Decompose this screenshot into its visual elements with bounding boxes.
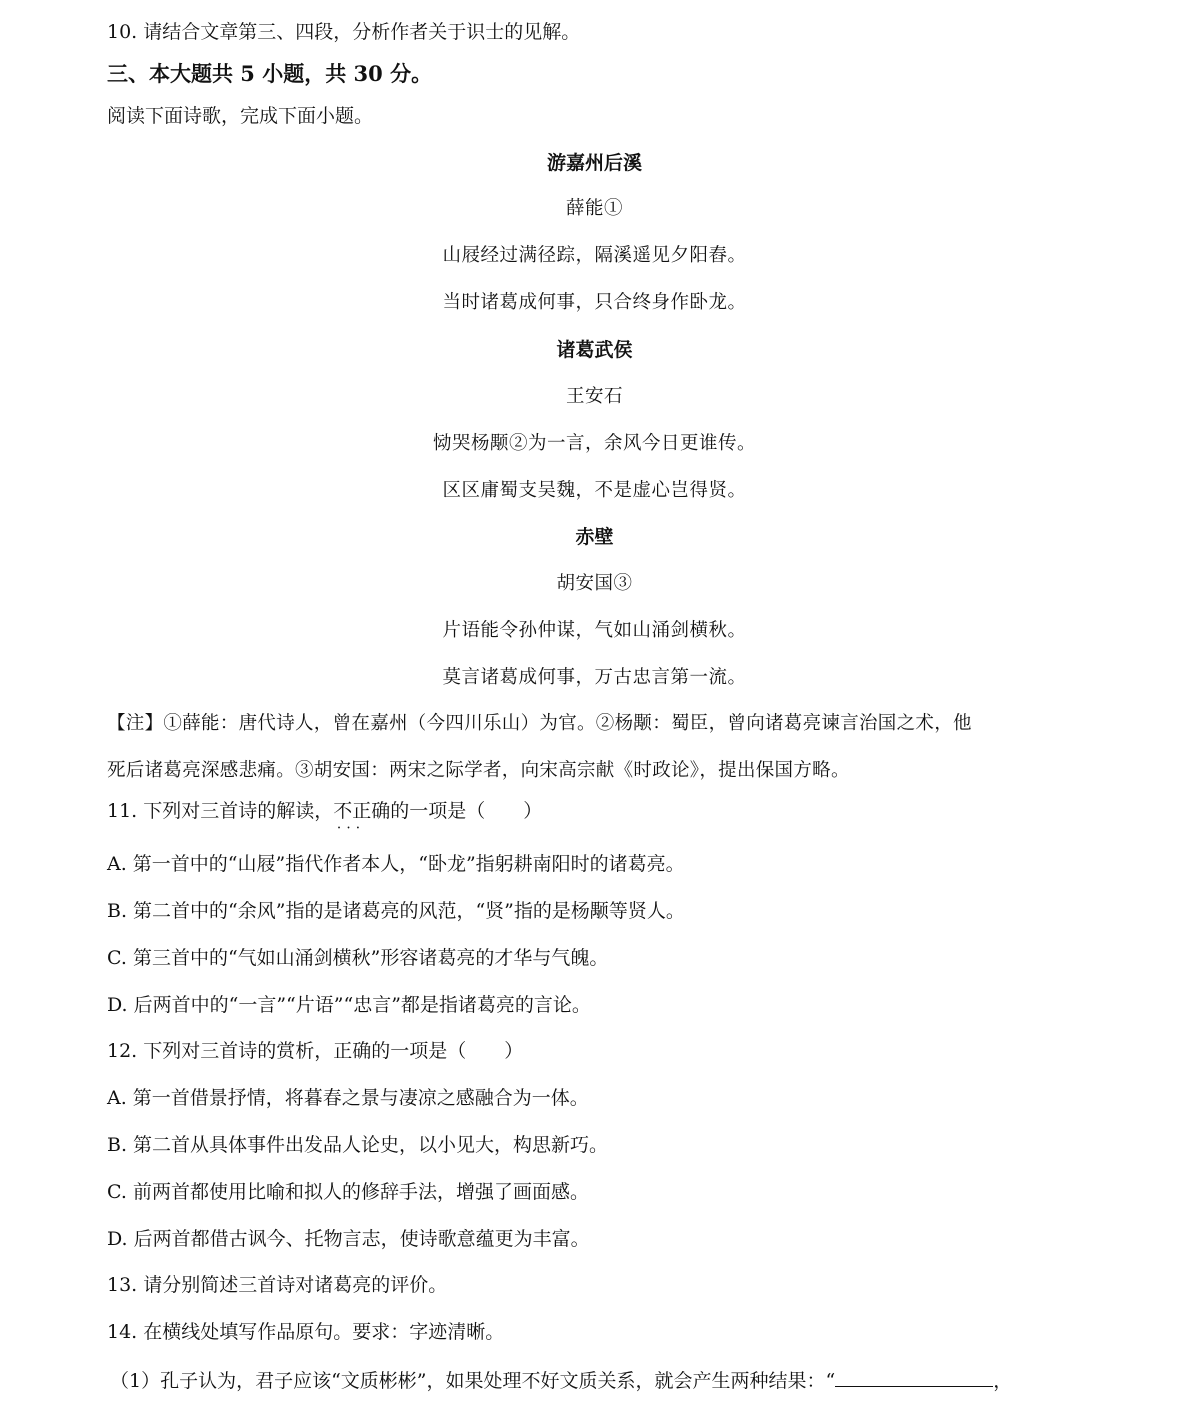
poem-2-line-1: 恸哭杨颙②为一言，余风今日更谁传。 bbox=[432, 433, 756, 454]
question-12-stem: 12. 下列对三首诗的赏析，正确的一项是（ ） bbox=[107, 1040, 524, 1062]
poem-1-author: 薛能① bbox=[565, 198, 623, 219]
poem-1-line-2: 当时诸葛成何事，只合终身作卧龙。 bbox=[442, 292, 747, 313]
question-12-option-c: C. 前两首都使用比喻和拟人的修辞手法，增强了画面感。 bbox=[107, 1181, 589, 1203]
question-10: 10. 请结合文章第三、四段，分析作者关于识士的见解。 bbox=[107, 21, 581, 43]
note-line-2: 死后诸葛亮深感悲痛。③胡安国：两宋之际学者，向宋高宗献《时政论》，提出保国方略。 bbox=[107, 760, 850, 781]
section-heading: 三、本大题共 5 小题，共 30 分。 bbox=[107, 61, 433, 86]
poem-2-author: 王安石 bbox=[565, 386, 623, 407]
note-line-1: 【注】①薛能：唐代诗人，曾在嘉州（今四川乐山）为官。②杨颙：蜀臣，曾向诸葛亮谏言治国之术，他 bbox=[107, 713, 972, 734]
question-14-item-1-text: （1）孔子认为，君子应该“文质彬彬”，如果处理不好文质关系，就会产生两种结果：“ bbox=[110, 1370, 836, 1392]
answer-blank[interactable] bbox=[835, 1368, 993, 1387]
question-14-item-1 bbox=[110, 1368, 1012, 1393]
question-14-stem: 14. 在横线处填写作品原句。要求：字迹清晰。 bbox=[107, 1321, 505, 1343]
question-11-stem-start: 11. 下列对三首诗的解读， bbox=[107, 800, 334, 822]
section-intro: 阅读下面诗歌，完成下面小题。 bbox=[107, 105, 374, 127]
question-11-option-a: A. 第一首中的“山屐”指代作者本人，“卧龙”指躬耕南阳时的诸葛亮。 bbox=[107, 853, 685, 875]
poem-3-line-2: 莫言诸葛成何事，万古忠言第一流。 bbox=[442, 667, 747, 688]
question-11-option-c: C. 第三首中的“气如山涌剑横秋”形容诸葛亮的才华与气魄。 bbox=[107, 947, 609, 969]
question-11-option-b: B. 第二首中的“余风”指的是诸葛亮的风范，“贤”指的是杨颙等贤人。 bbox=[107, 900, 685, 922]
poem-1-title: 游嘉州后溪 bbox=[546, 152, 642, 174]
question-12-option-b: B. 第二首从具体事件出发品人论史，以小见大，构思新巧。 bbox=[107, 1134, 609, 1156]
poem-1-line-1: 山屐经过满径踪，隔溪遥见夕阳舂。 bbox=[442, 245, 747, 266]
question-11-stem-end: 的一项是（ ） bbox=[390, 800, 543, 822]
poem-3-author: 胡安国③ bbox=[556, 573, 633, 594]
question-14-item-1-comma: ， bbox=[993, 1370, 1013, 1392]
question-12-option-a: A. 第一首借景抒情，将暮春之景与凄凉之感融合为一体。 bbox=[107, 1087, 589, 1109]
poem-3-line-1: 片语能令孙仲谋，气如山涌剑横秋。 bbox=[442, 620, 747, 641]
poem-2-line-2: 区区庸蜀支吴魏，不是虚心岂得贤。 bbox=[442, 480, 747, 501]
poem-2-title: 诸葛武侯 bbox=[556, 339, 633, 361]
question-11-option-d: D. 后两首中的“一言”“片语”“忠言”都是指诸葛亮的言论。 bbox=[107, 994, 591, 1016]
emphasis-dotted-text: 不正确 • • • bbox=[333, 800, 390, 822]
question-12-option-d: D. 后两首都借古讽今、托物言志，使诗歌意蕴更为丰富。 bbox=[107, 1228, 590, 1250]
question-11-stem bbox=[107, 799, 542, 823]
question-13: 13. 请分别简述三首诗对诸葛亮的评价。 bbox=[107, 1274, 448, 1296]
poem-3-title: 赤壁 bbox=[575, 526, 614, 548]
